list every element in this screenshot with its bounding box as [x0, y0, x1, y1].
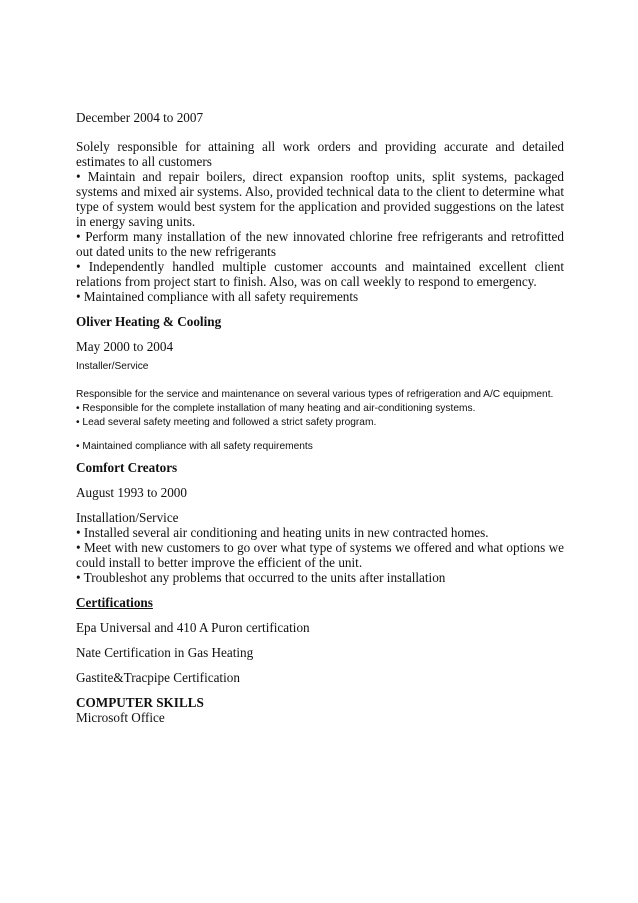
job2-company: Oliver Heating & Cooling — [76, 314, 222, 329]
job2-summary: Responsible for the service and maintenance on several various types of refrigeration and A/C equipment. — [76, 389, 554, 400]
job2-bullet-2: • Lead several safety meeting and followed a strict safety program. — [76, 417, 377, 428]
certifications-heading: Certifications — [76, 595, 153, 610]
resume-page — [76, 110, 564, 725]
job1-summary: Solely responsible for attaining all work orders and providing accurate and detailed estimates to all customers — [76, 139, 564, 169]
job2-bullet-3: • Maintained compliance with all safety requirements — [76, 441, 313, 452]
job1-bullet-4: • Maintained compliance with all safety requirements — [76, 289, 359, 304]
job1-bullet-2: • Perform many installation of the new innovated chlorine free refrigerants and retrofitted out dated units to the new refrigerants — [76, 229, 564, 259]
job3-bullet-2: • Meet with new customers to go over what type of systems we offered and what options we could install to better improve the efficient of the unit. — [76, 540, 564, 570]
job2-title: Installer/Service — [76, 361, 149, 372]
certification-item-3: Gastite&Tracpipe Certification — [76, 670, 240, 685]
job3-company: Comfort Creators — [76, 460, 178, 475]
job2-dates: May 2000 to 2004 — [76, 339, 174, 354]
job1-bullet-3: • Independently handled multiple customer accounts and maintained excellent client relations from project start to finish. Also, was on call weekly to respond to emergency. — [76, 259, 564, 289]
job3-bullet-3: • Troubleshot any problems that occurred to the units after installation — [76, 570, 446, 585]
job3-bullet-1: • Installed several air conditioning and heating units in new contracted homes. — [76, 525, 489, 540]
job3-title: Installation/Service — [76, 510, 179, 525]
job3-dates: August 1993 to 2000 — [76, 485, 187, 500]
job2-bullet-1: • Responsible for the complete installation of many heating and air-conditioning systems. — [76, 403, 476, 414]
certification-item-2: Nate Certification in Gas Heating — [76, 645, 254, 660]
job1-dates: December 2004 to 2007 — [76, 110, 204, 125]
job1-bullet-1: • Maintain and repair boilers, direct expansion rooftop units, split systems, packaged systems and mixed air systems. Also, provided technical data to the client to determine what type of system would best system for the application and provided suggestions on the latest in energy saving units. — [76, 169, 564, 229]
skills-heading: COMPUTER SKILLS — [76, 695, 204, 710]
skills-item-1: Microsoft Office — [76, 710, 165, 725]
certification-item-1: Epa Universal and 410 A Puron certification — [76, 620, 310, 635]
